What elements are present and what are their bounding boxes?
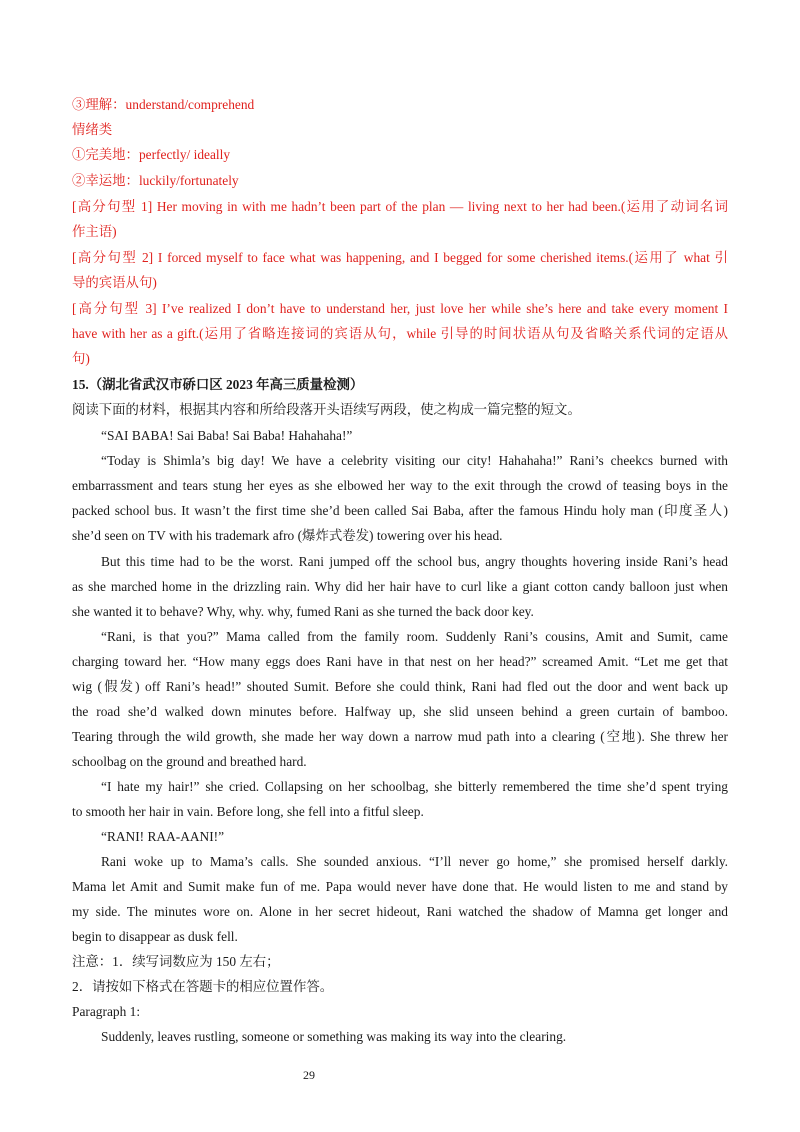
story-line: Rani woke up to Mama’s calls. She sounded anxious. “I’ll never go home,” she promised herself darkly. [101, 854, 728, 869]
page-number: 29 [303, 1068, 315, 1082]
story-line: begin to disappear as dusk fell. [72, 929, 238, 944]
story-line: to smooth her hair in vain. Before long, she fell into a fitful sleep. [72, 804, 424, 819]
story-line: schoolbag on the ground and breathed hard. [72, 754, 307, 769]
emotion-category-heading: 情绪类 [72, 122, 113, 137]
story-line: “SAI BABA! Sai Baba! Sai Baba! Hahahaha!” [101, 428, 353, 443]
story-line: “Today is Shimla’s big day! We have a celebrity visiting our city! Hahahaha!” Rani’s cheekcs burned with [101, 453, 728, 468]
sentence-pattern-3: [高分句型 3] I’ve realized I don’t have to understand her, just love her while she’s here and take every moment I [72, 301, 728, 316]
writing-note-format: 2．请按如下格式在答题卡的相应位置作答。 [72, 979, 334, 994]
sentence-pattern-2-cont: 导的宾语从句) [72, 275, 157, 290]
story-line: Tearing through the wild growth, she made her way down a narrow mud path into a clearing (空地). She threw her [72, 729, 728, 744]
story-line: But this time had to be the worst. Rani jumped off the school bus, angry thoughts hovering inside Rani’s head [101, 554, 728, 569]
story-line: Mama let Amit and Sumit make fun of me. Papa would never have done that. He would listen to me and stand by [72, 879, 728, 894]
vocab-perfectly: ①完美地：perfectly/ ideally [72, 147, 231, 162]
question-instruction: 阅读下面的材料，根据其内容和所给段落开头语续写两段，使之构成一篇完整的短文。 [72, 402, 581, 417]
writing-note-word-count: 注意：1．续写词数应为 150 左右； [72, 954, 280, 969]
vocab-comprehend: ③理解：understand/comprehend [72, 97, 255, 112]
sentence-pattern-3-cont: have with her as a gift.(运用了省略连接词的宾语从句，while 引导的时间状语从句及省略关系代词的定语从 [72, 326, 728, 341]
sentence-pattern-2: [高分句型 2] I forced myself to face what was happening, and I begged for some cherished items.(运用了 what 引 [72, 250, 728, 265]
story-line: charging toward her. “How many eggs does Rani have in that nest on her head?” screamed Amit. “Let me get that [72, 654, 728, 669]
vocab-luckily: ②幸运地：luckily/fortunately [72, 173, 239, 188]
story-line: wig (假发) off Rani’s head!” shouted Sumit. Before she could think, Rani had fled out the door and went back up [72, 679, 728, 694]
story-line: “RANI! RAA-AANI!” [101, 829, 225, 844]
sentence-pattern-1-cont: 作主语) [72, 224, 117, 239]
sentence-pattern-1: [高分句型 1] Her moving in with me hadn’t been part of the plan — living next to her had been.(运用了动词名词 [72, 199, 728, 214]
story-line: my side. The minutes wore on. Alone in her secret hideout, Rani watched the shadow of Mamna get longer and [72, 904, 728, 919]
story-line: “I hate my hair!” she cried. Collapsing on her schoolbag, she bitterly remembered the time she’d spent trying [101, 779, 728, 794]
paragraph-opening-sentence: Suddenly, leaves rustling, someone or something was making its way into the clearing. [101, 1029, 567, 1044]
paragraph-label: Paragraph 1: [72, 1004, 141, 1019]
story-line: embarrassment and tears stung her eyes as she elbowed her way to the exit through the crowd of teasing boys in the [72, 478, 728, 493]
story-line: she’d seen on TV with his trademark afro (爆炸式卷发) towering over his head. [72, 528, 503, 543]
story-line: the road she’d walked down minutes before. Halfway up, she slid unseen behind a green curtain of bamboo. [72, 704, 728, 719]
question-heading: 15.（湖北省武汉市硚口区 2023 年高三质量检测） [72, 377, 364, 392]
story-line: “Rani, is that you?” Mama called from the family room. Suddenly Rani’s cousins, Amit and Sumit, came [101, 629, 728, 644]
story-line: she wanted it to behave? Why, why. why, fumed Rani as she turned the back door key. [72, 604, 534, 619]
story-line: packed school bus. It wasn’t the first time she’d been called Sai Baba, after the famous Hindu holy man (印度圣人) [72, 503, 728, 518]
story-line: as she marched home in the drizzling rain. Why did her hair have to curl like a giant cotton candy balloon just when [72, 579, 728, 594]
sentence-pattern-3-end: 句) [72, 351, 90, 366]
